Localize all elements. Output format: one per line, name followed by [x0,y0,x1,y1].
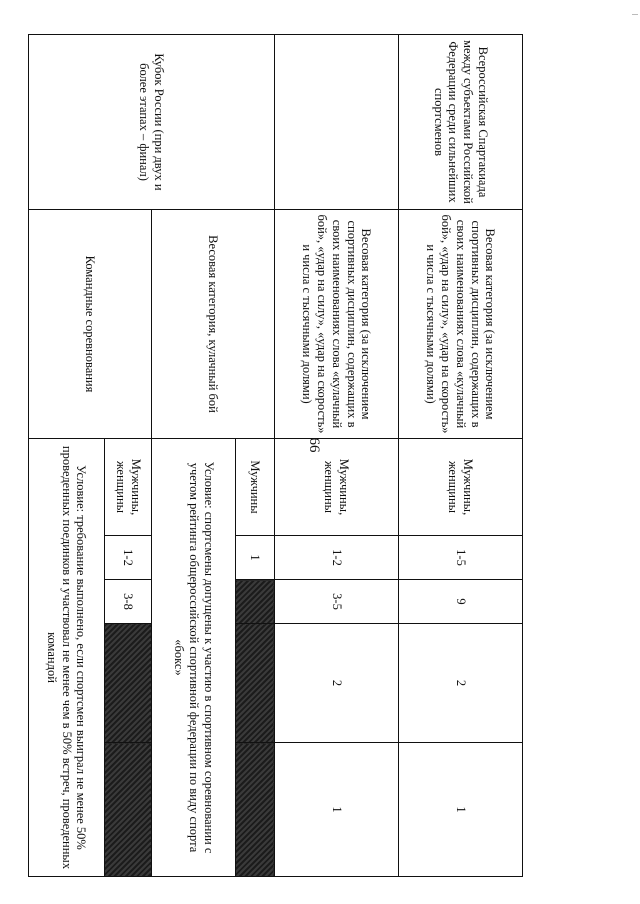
condition-cell: Условие: спортсмены допущены к участию в спортивном соревновании с учетом рейтинга общероссийской спортивной федерации по виду спорта «бокс» [151,439,235,877]
col-c-cell: 2 [274,624,398,743]
scan-mark [632,14,638,15]
col-d-cell: 1 [398,743,522,877]
places-b-cell: 3-5 [274,580,398,624]
blacked-out-cell [104,743,151,877]
places-b-cell: 9 [398,580,522,624]
team-discipline-cell: Командные соревнования [29,210,152,439]
fist-fight-discipline-cell: Весовая категория, кулачный бой [151,210,274,439]
competition-cell: Всероссийская Спартакиада между субъектами Российской Федерации среди сильнейших спортсменов [398,35,522,210]
page-number: 66 [306,437,322,453]
places-a-cell: 1-2 [104,536,151,580]
qualification-table [28,34,523,877]
gender-cell: Мужчины [236,439,275,536]
discipline-cell: Весовая категория (за исключением спортивных дисциплин, содержащих в своих наименованиях слова «кулачный бой», «удар на силу», «удар на скорость» и числа с тысячными долями) [398,210,522,439]
table-row [274,35,398,877]
gender-cell: Мужчины, женщины [104,439,151,536]
places-a-cell: 1-2 [274,536,398,580]
places-a-cell: 1 [236,536,275,580]
discipline-cell: Весовая категория (за исключением спортивных дисциплин, содержащих в своих наименованиях слова «кулачный бой», «удар на силу», «удар на скорость» и числа с тысячными долями) [274,210,398,439]
places-a-cell: 1-5 [398,536,522,580]
blacked-out-cell [236,624,275,743]
competition-cell [274,35,398,210]
rotated-table-container [28,34,523,876]
table-row [398,35,522,877]
blacked-out-cell [104,624,151,743]
col-c-cell: 2 [398,624,522,743]
places-b-cell: 3-8 [104,580,151,624]
gender-cell: Мужчины, женщины [398,439,522,536]
col-d-cell: 1 [274,743,398,877]
table-row [236,35,275,877]
blacked-out-cell [236,743,275,877]
blacked-out-cell [236,580,275,624]
condition-cell: Условие: требование выполнено, если спортсмен выиграл не менее 50% проведенных поединков и участвовал не менее чем в 50% встреч, проведенных командой [29,439,105,877]
cup-competition-cell: Кубок России (при двух и более этапах – финал) [29,35,275,210]
gender-cell: Мужчины, женщины [274,439,398,536]
